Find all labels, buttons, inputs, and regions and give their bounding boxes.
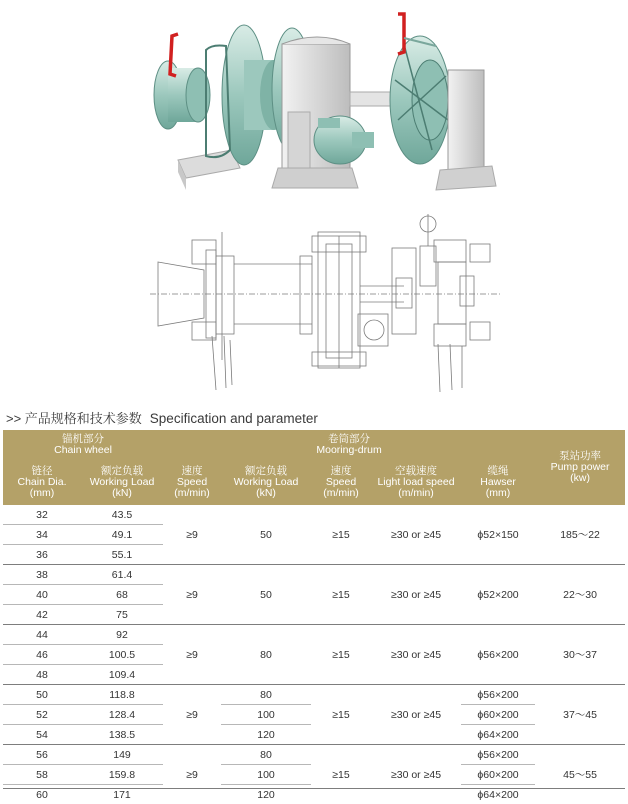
cw-working-load-cell: 159.8 [81, 765, 163, 785]
cw-speed-cell: ≥9 [163, 625, 221, 685]
chain-dia-cell: 56 [3, 745, 81, 765]
pump-power-cell: 185～22 [535, 505, 625, 565]
cw-speed-cell: ≥9 [163, 745, 221, 804]
md-speed-cell: ≥15 [311, 565, 371, 625]
header-mooring-drum-en: Mooring-drum [163, 445, 535, 456]
hawser-cell: ϕ52×200 [461, 565, 535, 625]
header-light-load-speed [371, 460, 461, 505]
md-working-load-cell: 100 [221, 765, 311, 785]
windlass-illustration [0, 0, 628, 400]
chain-dia-cell: 48 [3, 665, 81, 685]
cw-speed-cell: ≥9 [163, 565, 221, 625]
cw-speed-cell: ≥9 [163, 685, 221, 745]
cw-working-load-cell: 149 [81, 745, 163, 765]
header-cw-working-load-en: Working Load [81, 477, 163, 488]
hawser-cell: ϕ56×200 [461, 745, 535, 765]
header-pump-power-en: Pump power [535, 462, 625, 473]
light-load-speed-cell: ≥30 or ≥45 [371, 745, 461, 804]
cw-working-load-cell: 68 [81, 585, 163, 605]
header-md-working-load [221, 460, 311, 505]
section-title-en: Specification and parameter [150, 411, 318, 426]
header-pump-power-unit: (kw) [535, 473, 625, 484]
spec-table-header [3, 430, 625, 505]
header-mooring-drum-zh: 卷筒部分 [163, 434, 535, 445]
header-chain-dia-zh: 链径 [3, 466, 81, 477]
md-working-load-cell: 50 [221, 505, 311, 565]
header-mooring-drum [163, 430, 535, 460]
cw-working-load-cell: 49.1 [81, 525, 163, 545]
chain-dia-cell: 60 [3, 785, 81, 804]
light-load-speed-cell: ≥30 or ≥45 [371, 565, 461, 625]
header-hawser-en: Hawser [461, 477, 535, 488]
header-chain-dia [3, 460, 81, 505]
header-cw-speed-unit: (m/min) [163, 488, 221, 499]
hawser-cell: ϕ60×200 [461, 765, 535, 785]
header-pump-power-zh: 泵站功率 [535, 451, 625, 462]
md-working-load-cell: 80 [221, 685, 311, 705]
header-light-load-speed-unit: (m/min) [371, 488, 461, 499]
light-load-speed-cell: ≥30 or ≥45 [371, 685, 461, 745]
spec-table [3, 430, 625, 804]
header-chain-wheel [3, 430, 163, 460]
hawser-cell: ϕ56×200 [461, 685, 535, 705]
header-cw-working-load-unit: (kN) [81, 488, 163, 499]
md-working-load-cell: 120 [221, 785, 311, 804]
header-cw-speed [163, 460, 221, 505]
cw-working-load-cell: 55.1 [81, 545, 163, 565]
md-working-load-cell: 80 [221, 745, 311, 765]
chain-dia-cell: 42 [3, 605, 81, 625]
md-speed-cell: ≥15 [311, 745, 371, 804]
cw-working-load-cell: 43.5 [81, 505, 163, 525]
md-working-load-cell: 100 [221, 705, 311, 725]
md-speed-cell: ≥15 [311, 625, 371, 685]
chain-dia-cell: 36 [3, 545, 81, 565]
table-row [3, 745, 625, 765]
chain-dia-cell: 32 [3, 505, 81, 525]
md-working-load-cell: 120 [221, 725, 311, 745]
header-md-working-load-unit: (kN) [221, 488, 311, 499]
header-cw-speed-en: Speed [163, 477, 221, 488]
table-bottom-rule [3, 788, 625, 789]
light-load-speed-cell: ≥30 or ≥45 [371, 505, 461, 565]
header-cw-working-load [81, 460, 163, 505]
pump-power-cell: 45～55 [535, 745, 625, 804]
header-md-speed-unit: (m/min) [311, 488, 371, 499]
cw-speed-cell: ≥9 [163, 505, 221, 565]
header-chain-dia-en: Chain Dia. [3, 477, 81, 488]
chain-dia-cell: 54 [3, 725, 81, 745]
chain-dia-cell: 34 [3, 525, 81, 545]
pump-power-cell: 30～37 [535, 625, 625, 685]
table-row [3, 625, 625, 645]
hawser-cell: ϕ64×200 [461, 785, 535, 804]
header-md-working-load-zh: 额定负载 [221, 466, 311, 477]
cw-working-load-cell: 75 [81, 605, 163, 625]
header-chain-dia-unit: (mm) [3, 488, 81, 499]
table-row [3, 565, 625, 585]
table-row [3, 685, 625, 705]
header-hawser-zh: 缆绳 [461, 466, 535, 477]
cw-working-load-cell: 171 [81, 785, 163, 804]
header-cw-working-load-zh: 额定负载 [81, 466, 163, 477]
header-light-load-speed-zh: 空载速度 [371, 466, 461, 477]
section-title-zh: >> 产品规格和技术参数 [6, 411, 142, 426]
header-md-speed-en: Speed [311, 477, 371, 488]
chain-dia-cell: 50 [3, 685, 81, 705]
md-speed-cell: ≥15 [311, 685, 371, 745]
cw-working-load-cell: 128.4 [81, 705, 163, 725]
header-pump-power [535, 430, 625, 505]
header-chain-wheel-en: Chain wheel [3, 445, 163, 456]
hawser-cell: ϕ52×150 [461, 505, 535, 565]
chain-dia-cell: 44 [3, 625, 81, 645]
header-md-speed [311, 460, 371, 505]
cw-working-load-cell: 138.5 [81, 725, 163, 745]
cw-working-load-cell: 61.4 [81, 565, 163, 585]
chain-dia-cell: 52 [3, 705, 81, 725]
table-row [3, 505, 625, 525]
chain-dia-cell: 46 [3, 645, 81, 665]
cw-working-load-cell: 109.4 [81, 665, 163, 685]
pump-power-cell: 37～45 [535, 685, 625, 745]
chain-dia-cell: 38 [3, 565, 81, 585]
light-load-speed-cell: ≥30 or ≥45 [371, 625, 461, 685]
header-hawser [461, 460, 535, 505]
chain-dia-cell: 58 [3, 765, 81, 785]
hawser-cell: ϕ60×200 [461, 705, 535, 725]
windlass-3d-render [154, 14, 496, 190]
hawser-cell: ϕ64×200 [461, 725, 535, 745]
md-working-load-cell: 50 [221, 565, 311, 625]
pump-power-cell: 22～30 [535, 565, 625, 625]
windlass-technical-drawing [150, 214, 500, 392]
md-working-load-cell: 80 [221, 625, 311, 685]
header-chain-wheel-zh: 锚机部分 [3, 434, 163, 445]
hawser-cell: ϕ56×200 [461, 625, 535, 685]
cw-working-load-cell: 118.8 [81, 685, 163, 705]
spec-table-body [3, 505, 625, 804]
header-cw-speed-zh: 速度 [163, 466, 221, 477]
cw-working-load-cell: 100.5 [81, 645, 163, 665]
header-hawser-unit: (mm) [461, 488, 535, 499]
header-md-speed-zh: 速度 [311, 466, 371, 477]
md-speed-cell: ≥15 [311, 505, 371, 565]
header-light-load-speed-en: Light load speed [371, 477, 461, 488]
chain-dia-cell: 40 [3, 585, 81, 605]
header-md-working-load-en: Working Load [221, 477, 311, 488]
cw-working-load-cell: 92 [81, 625, 163, 645]
section-title [6, 408, 318, 427]
